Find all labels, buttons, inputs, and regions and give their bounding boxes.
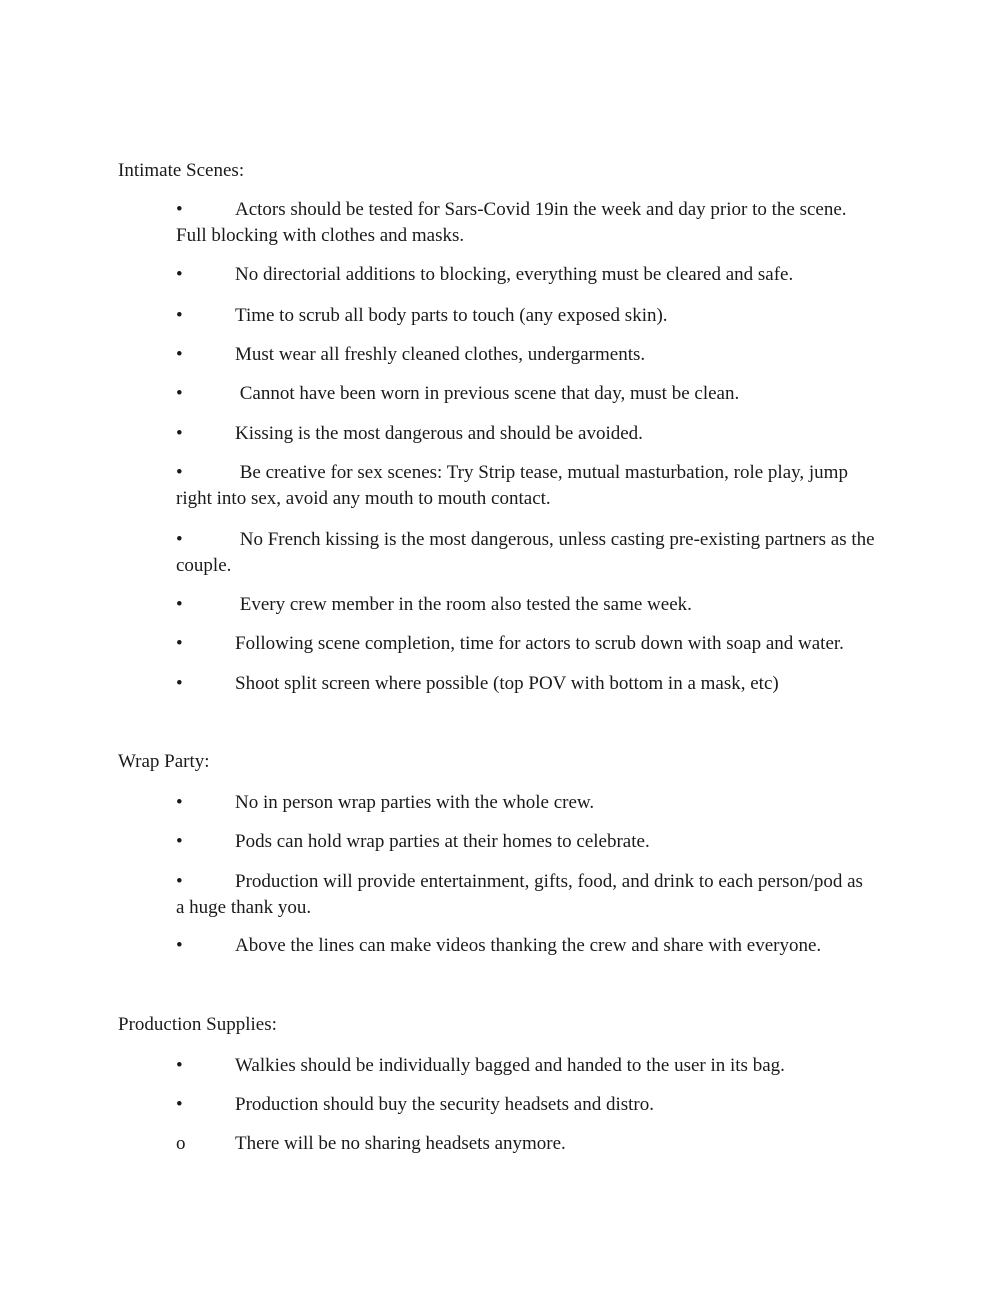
bullet-marker: • (176, 344, 183, 365)
list-item (176, 421, 876, 447)
list-item-text: Walkies should be individually bagged and handed to the user in its bag. (235, 1055, 785, 1076)
bullet-marker: • (176, 792, 183, 813)
bullet-marker: • (176, 199, 183, 220)
list-item-text: Shoot split screen where possible (top POV with bottom in a mask, etc) (235, 673, 779, 694)
list-item (176, 631, 876, 657)
bullet-marker: • (176, 935, 183, 956)
list-item (176, 527, 876, 579)
list-item (176, 303, 876, 329)
list-item (176, 933, 876, 959)
bullet-marker: • (176, 305, 183, 326)
section-heading-intimate-scenes: Intimate Scenes: (118, 160, 245, 181)
list-item-text: There will be no sharing headsets anymore. (235, 1133, 566, 1154)
bullet-marker: • (176, 529, 183, 550)
list-item-text: Cannot have been worn in previous scene that day, must be clean. (235, 383, 740, 404)
list-item-text: Production will provide entertainment, gifts, food, and drink to each person/pod as a huge thank you. (176, 871, 863, 918)
list-item-text: Time to scrub all body parts to touch (any exposed skin). (235, 305, 668, 326)
list-item (176, 460, 876, 512)
bullet-marker: • (176, 831, 183, 852)
list-item (176, 1053, 876, 1079)
list-item-text: Every crew member in the room also tested the same week. (235, 594, 692, 615)
bullet-marker: • (176, 1094, 183, 1115)
sub-bullet-marker: o (176, 1133, 186, 1154)
bullet-marker: • (176, 383, 183, 404)
list-item-text: Production should buy the security headsets and distro. (235, 1094, 654, 1115)
list-item-text: No French kissing is the most dangerous, unless casting pre-existing partners as the couple. (176, 529, 875, 576)
list-item-text: Following scene completion, time for actors to scrub down with soap and water. (235, 633, 844, 654)
list-item-text: No directorial additions to blocking, everything must be cleared and safe. (235, 264, 794, 285)
list-item (176, 262, 876, 288)
list-item (176, 790, 876, 816)
list-item-text: Pods can hold wrap parties at their homes to celebrate. (235, 831, 650, 852)
list-item-text: Be creative for sex scenes: Try Strip tease, mutual masturbation, role play, jump right into sex, avoid any mouth to mouth contact. (176, 462, 848, 509)
list-item (176, 1092, 876, 1118)
section-heading-production-supplies: Production Supplies: (118, 1014, 277, 1035)
list-item (176, 592, 876, 618)
bullet-marker: • (176, 633, 183, 654)
section-heading-wrap-party: Wrap Party: (118, 751, 210, 772)
list-item-text: Above the lines can make videos thanking the crew and share with everyone. (235, 935, 822, 956)
bullet-marker: • (176, 462, 183, 483)
bullet-marker: • (176, 871, 183, 892)
list-item-text: Must wear all freshly cleaned clothes, undergarments. (235, 344, 646, 365)
list-item-text: Kissing is the most dangerous and should be avoided. (235, 423, 643, 444)
list-item (176, 829, 876, 855)
list-item (176, 671, 876, 697)
list-item-text: Actors should be tested for Sars-Covid 19in the week and day prior to the scene. Full blocking with clothes and masks. (176, 199, 847, 246)
list-item (176, 1131, 876, 1157)
bullet-marker: • (176, 423, 183, 444)
list-item (176, 197, 876, 249)
bullet-marker: • (176, 594, 183, 615)
list-item-text: No in person wrap parties with the whole crew. (235, 792, 595, 813)
list-item (176, 342, 876, 368)
bullet-marker: • (176, 1055, 183, 1076)
bullet-marker: • (176, 264, 183, 285)
list-item (176, 381, 876, 407)
list-item (176, 869, 876, 921)
bullet-marker: • (176, 673, 183, 694)
